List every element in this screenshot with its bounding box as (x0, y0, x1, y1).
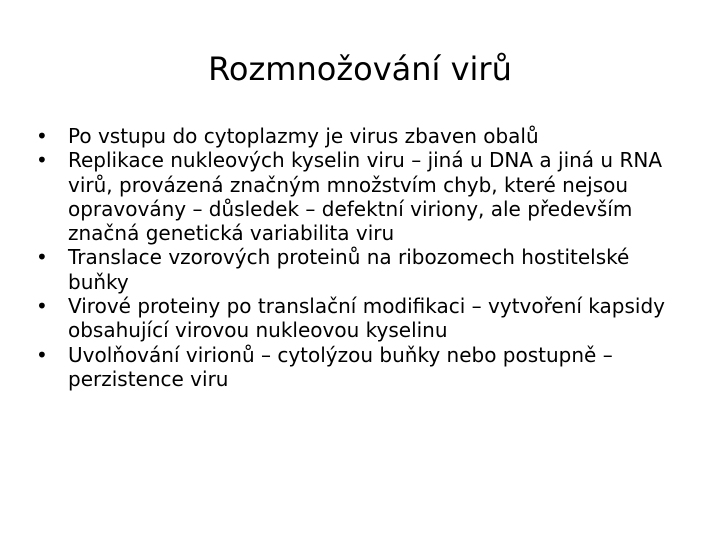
bullet-dot-icon: • (36, 294, 48, 319)
bullet-dot-icon: • (36, 124, 48, 148)
bullet-text: Replikace nukleových kyselin viru – jiná u DNA a jiná u RNA virů, provázená značným množstvím chyb, které nejsou opravovány – důsledek – defektní viriony, ale především značná genetická variabilita viru (68, 148, 662, 246)
slide-title: Rozmnožování virů (208, 50, 512, 88)
bullet-item (36, 245, 676, 294)
bullet-text: Translace vzorových proteinů na ribozomech hostitelské buňky (68, 245, 630, 294)
bullet-item (36, 294, 676, 343)
bullet-text: Virové proteiny po translační modifikaci – vytvoření kapsidy obsahující virovou nukleovou kyselinu (68, 294, 665, 343)
bullet-text: Po vstupu do cytoplazmy je virus zbaven obalů (68, 124, 539, 148)
bullet-dot-icon: • (36, 148, 48, 173)
bullet-text: Uvolňování virionů – cytolýzou buňky nebo postupně – perzistence viru (68, 342, 613, 391)
bullet-list (36, 124, 676, 391)
bullet-dot-icon: • (36, 342, 48, 367)
bullet-item (36, 124, 676, 148)
bullet-dot-icon: • (36, 245, 48, 270)
bullet-item (36, 343, 676, 392)
bullet-item (36, 148, 676, 245)
